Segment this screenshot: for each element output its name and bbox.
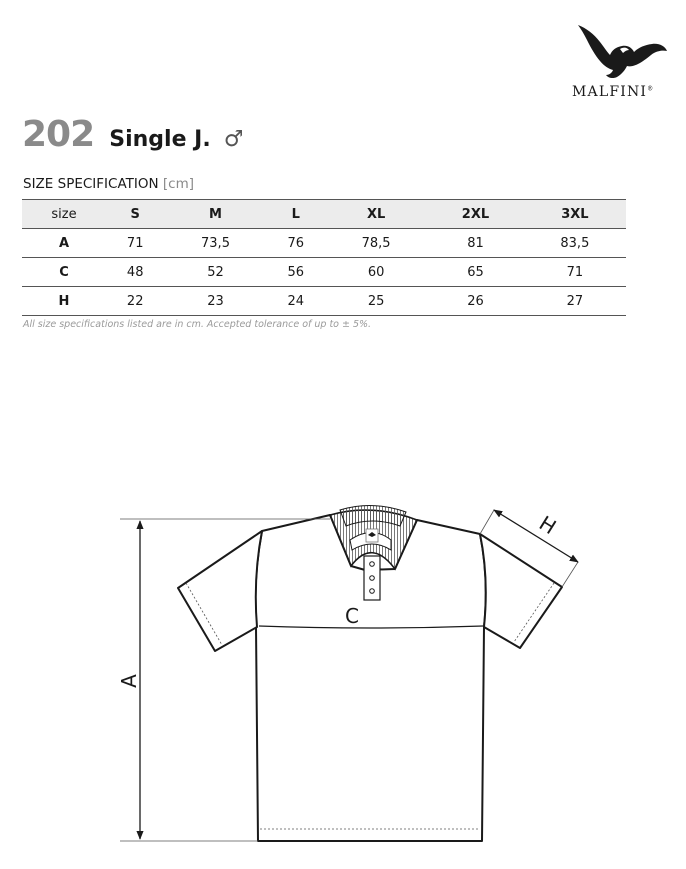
row-label: C bbox=[22, 258, 106, 287]
table-header-cell: S bbox=[106, 200, 164, 229]
table-cell: 24 bbox=[267, 287, 325, 316]
table-header-cell: 3XL bbox=[524, 200, 626, 229]
table-cell: 73,5 bbox=[164, 229, 266, 258]
table-cell: 27 bbox=[524, 287, 626, 316]
table-cell: 71 bbox=[106, 229, 164, 258]
table-cell: 65 bbox=[427, 258, 524, 287]
tolerance-note: All size specifications listed are in cm. Accepted tolerance of up to ± 5%. bbox=[23, 319, 372, 330]
product-number: 202 bbox=[22, 114, 95, 155]
size-spec-heading: SIZE SPECIFICATION [cm] bbox=[23, 176, 194, 192]
brand-name: MALFINI® bbox=[572, 84, 655, 100]
placket bbox=[364, 556, 380, 600]
row-label: A bbox=[22, 229, 106, 258]
dimension-h-label: H bbox=[534, 510, 561, 540]
table-cell: 81 bbox=[427, 229, 524, 258]
table-cell: 83,5 bbox=[524, 229, 626, 258]
table-cell: 71 bbox=[524, 258, 626, 287]
table-cell: 52 bbox=[164, 258, 266, 287]
table-cell: 26 bbox=[427, 287, 524, 316]
dimension-c-label: C bbox=[345, 604, 359, 628]
row-label: H bbox=[22, 287, 106, 316]
table-cell: 22 bbox=[106, 287, 164, 316]
table-cell: 76 bbox=[267, 229, 325, 258]
table-cell: 25 bbox=[325, 287, 427, 316]
table-cell: 23 bbox=[164, 287, 266, 316]
table-cell: 48 bbox=[106, 258, 164, 287]
table-cell: 78,5 bbox=[325, 229, 427, 258]
table-header-cell: 2XL bbox=[427, 200, 524, 229]
product-name: Single J. bbox=[109, 127, 211, 152]
unit-label: [cm] bbox=[162, 176, 194, 192]
table-header-cell: size bbox=[22, 200, 106, 229]
table-header-cell: XL bbox=[325, 200, 427, 229]
dimension-a-label: A bbox=[117, 674, 141, 688]
male-symbol-icon: ♂ bbox=[223, 127, 244, 152]
table-cell: 56 bbox=[267, 258, 325, 287]
table-header-cell: M bbox=[164, 200, 266, 229]
table-header-cell: L bbox=[267, 200, 325, 229]
table-cell: 60 bbox=[325, 258, 427, 287]
